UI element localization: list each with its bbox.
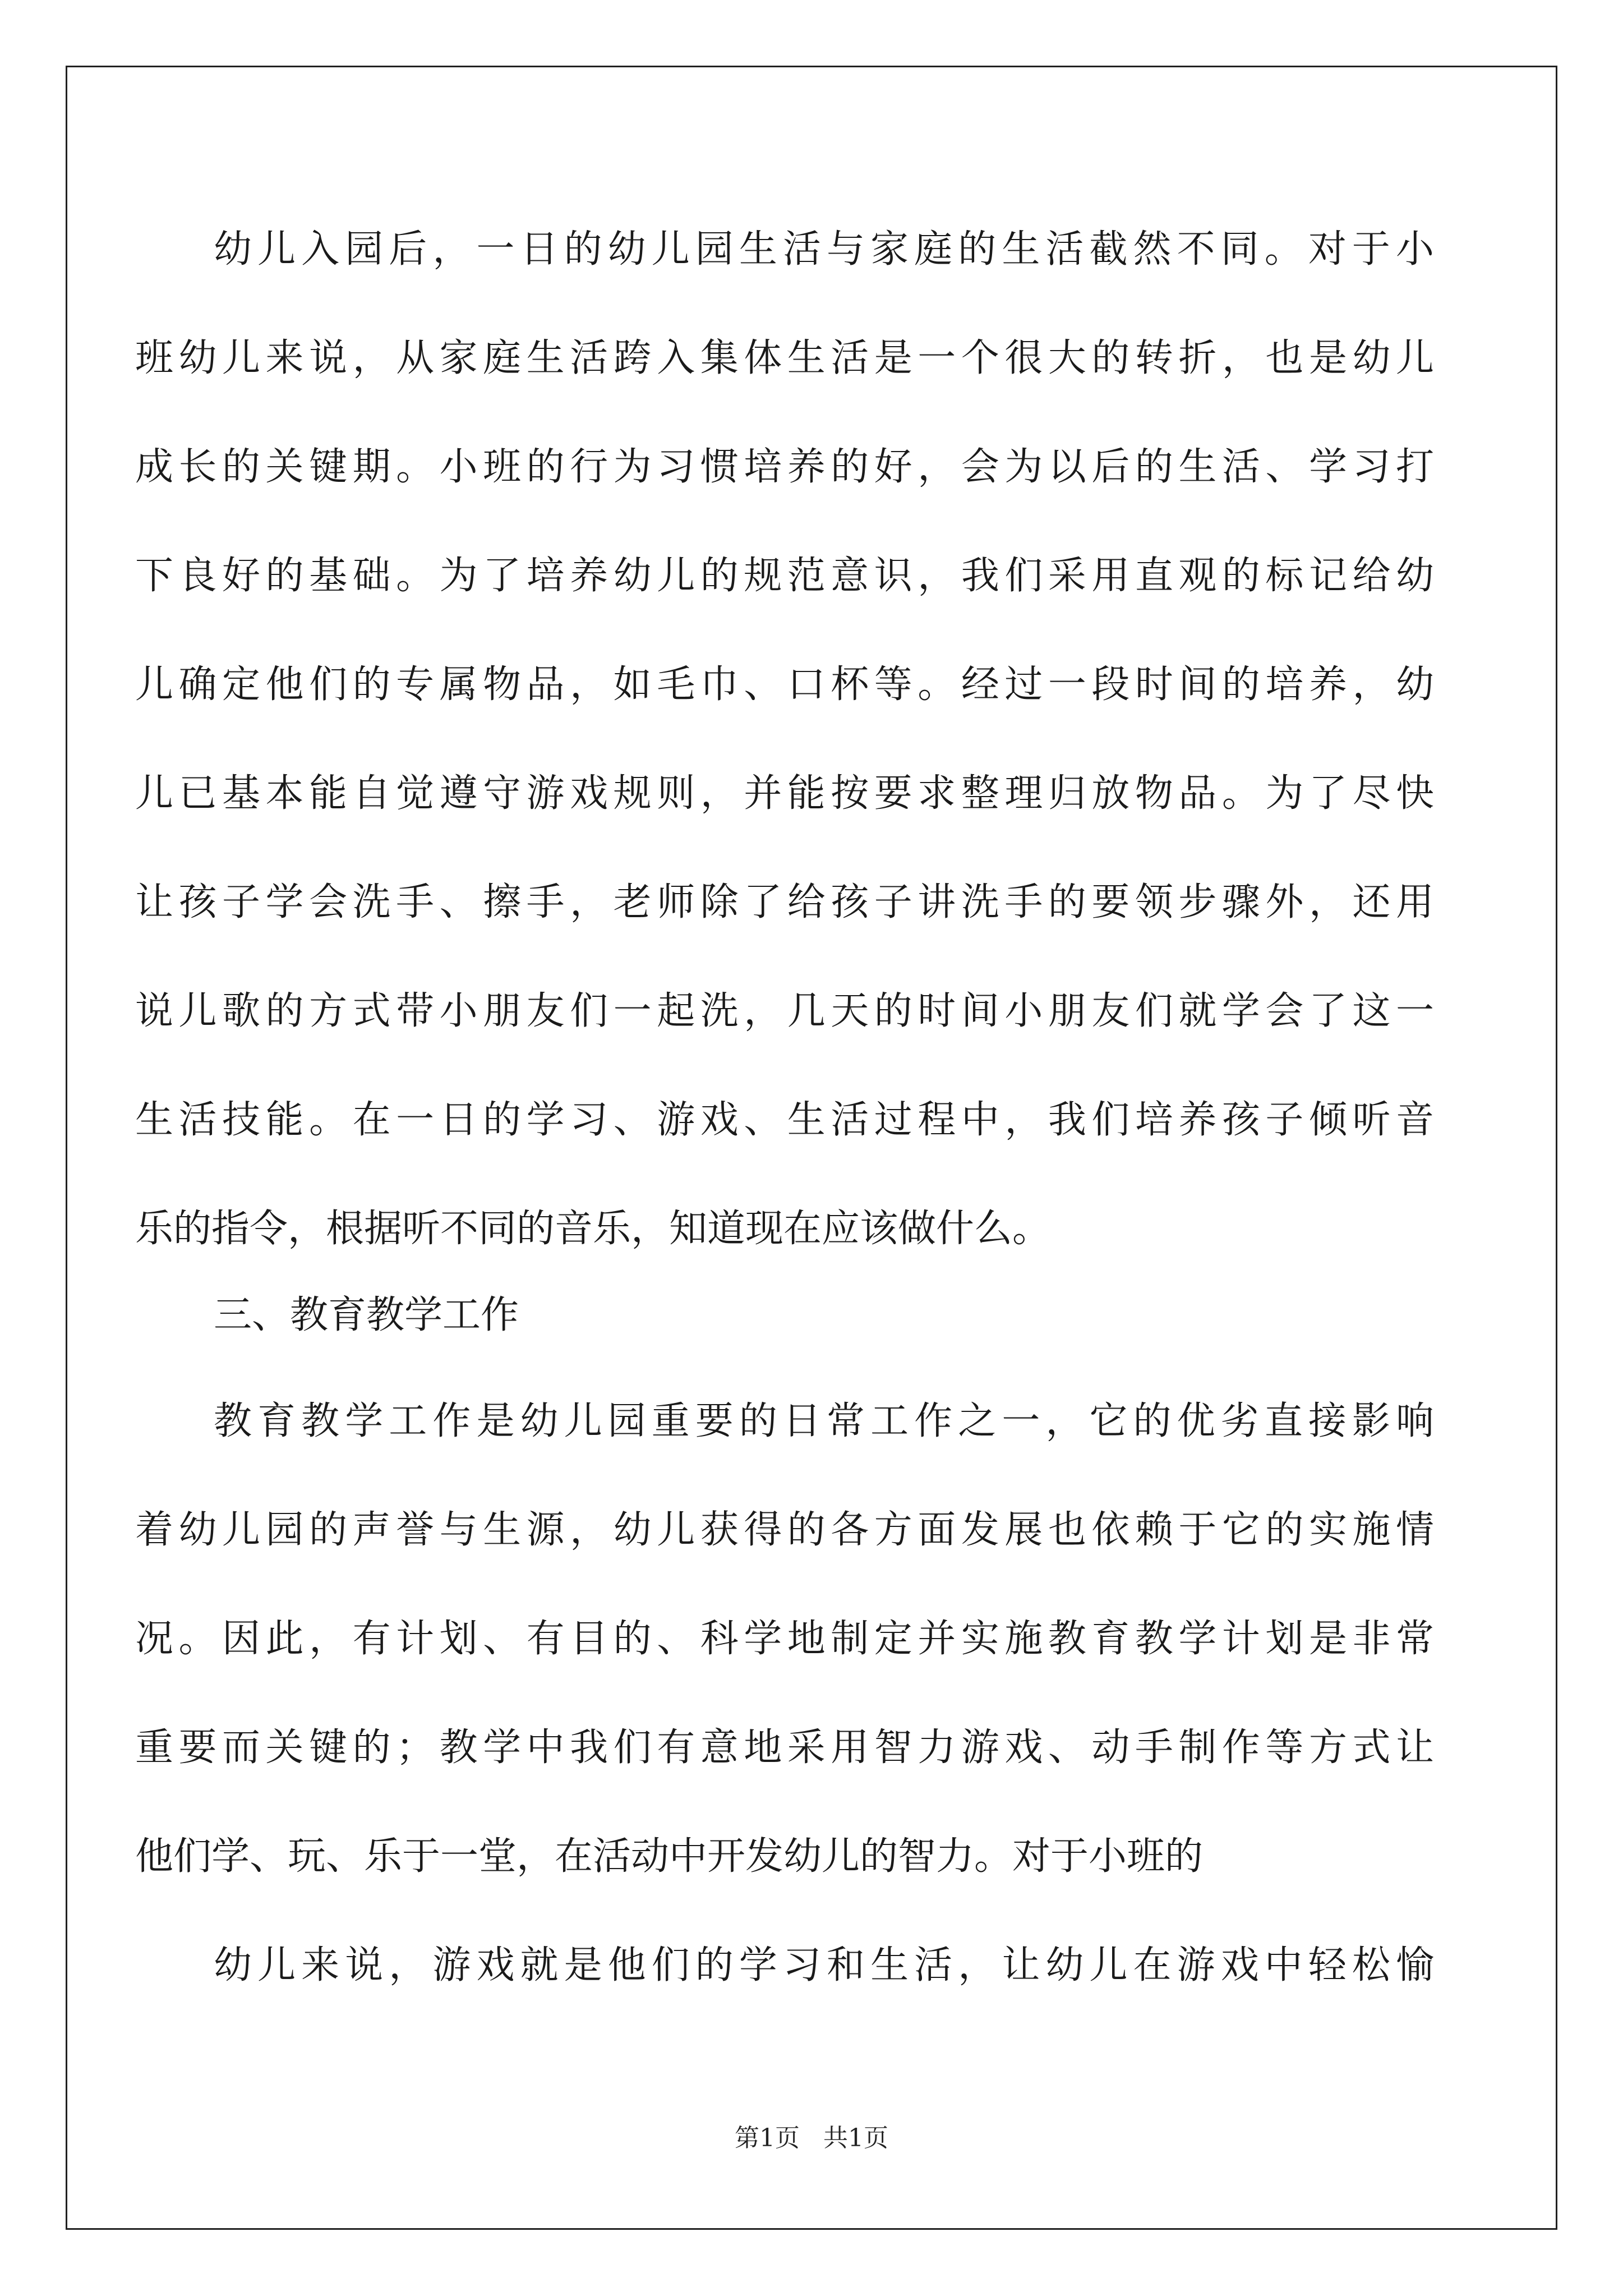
paragraph-1-line-9: 生活技能。在一日的学习、游戏、生活过程中，我们培养孩子倾听音 (135, 1098, 1434, 1142)
paragraph-1-line-8: 说儿歌的方式带小朋友们一起洗，几天的时间小朋友们就学会了这一 (135, 989, 1434, 1033)
paragraph-2-line-4: 重要而关键的；教学中我们有意地采用智力游戏、动手制作等方式让 (135, 1726, 1434, 1770)
paragraph-2-line-3: 况。因此，有计划、有目的、科学地制定并实施教育教学计划是非常 (135, 1617, 1434, 1661)
paragraph-1-line-5: 儿确定他们的专属物品，如毛巾、口杯等。经过一段时间的培养，幼 (135, 662, 1434, 707)
paragraph-1-line-3: 成长的关键期。小班的行为习惯培养的好，会为以后的生活、学习打 (135, 445, 1434, 489)
paragraph-1-line-4: 下良好的基础。为了培养幼儿的规范意识，我们采用直观的标记给幼 (135, 554, 1434, 598)
paragraph-2-line-5: 他们学、玩、乐于一堂，在活动中开发幼儿的智力。对于小班的 (135, 1834, 1204, 1879)
paragraph-1-line-7: 让孩子学会洗手、擦手，老师除了给孩子讲洗手的要领步骤外，还用 (135, 880, 1434, 924)
page-border (66, 66, 1557, 2230)
paragraph-3-line-1: 幼儿来说，游戏就是他们的学习和生活，让幼儿在游戏中轻松愉 (214, 1943, 1434, 1987)
paragraph-1-line-10: 乐的指令，根据听不同的音乐，知道现在应该做什么。 (135, 1207, 1051, 1251)
paragraph-1-line-2: 班幼儿来说，从家庭生活跨入集体生活是一个很大的转折，也是幼儿 (135, 336, 1434, 380)
paragraph-1-line-6: 儿已基本能自觉遵守游戏规则，并能按要求整理归放物品。为了尽快 (135, 771, 1434, 816)
section-heading: 三、教育教学工作 (214, 1293, 519, 1337)
paragraph-2-line-1: 教育教学工作是幼儿园重要的日常工作之一，它的优劣直接影响 (214, 1399, 1434, 1443)
paragraph-2-line-2: 着幼儿园的声誉与生源，幼儿获得的各方面发展也依赖于它的实施情 (135, 1508, 1434, 1552)
paragraph-1-line-1: 幼儿入园后，一日的幼儿园生活与家庭的生活截然不同。对于小 (214, 227, 1434, 272)
page-number: 第1页 共1页 (735, 2124, 888, 2152)
